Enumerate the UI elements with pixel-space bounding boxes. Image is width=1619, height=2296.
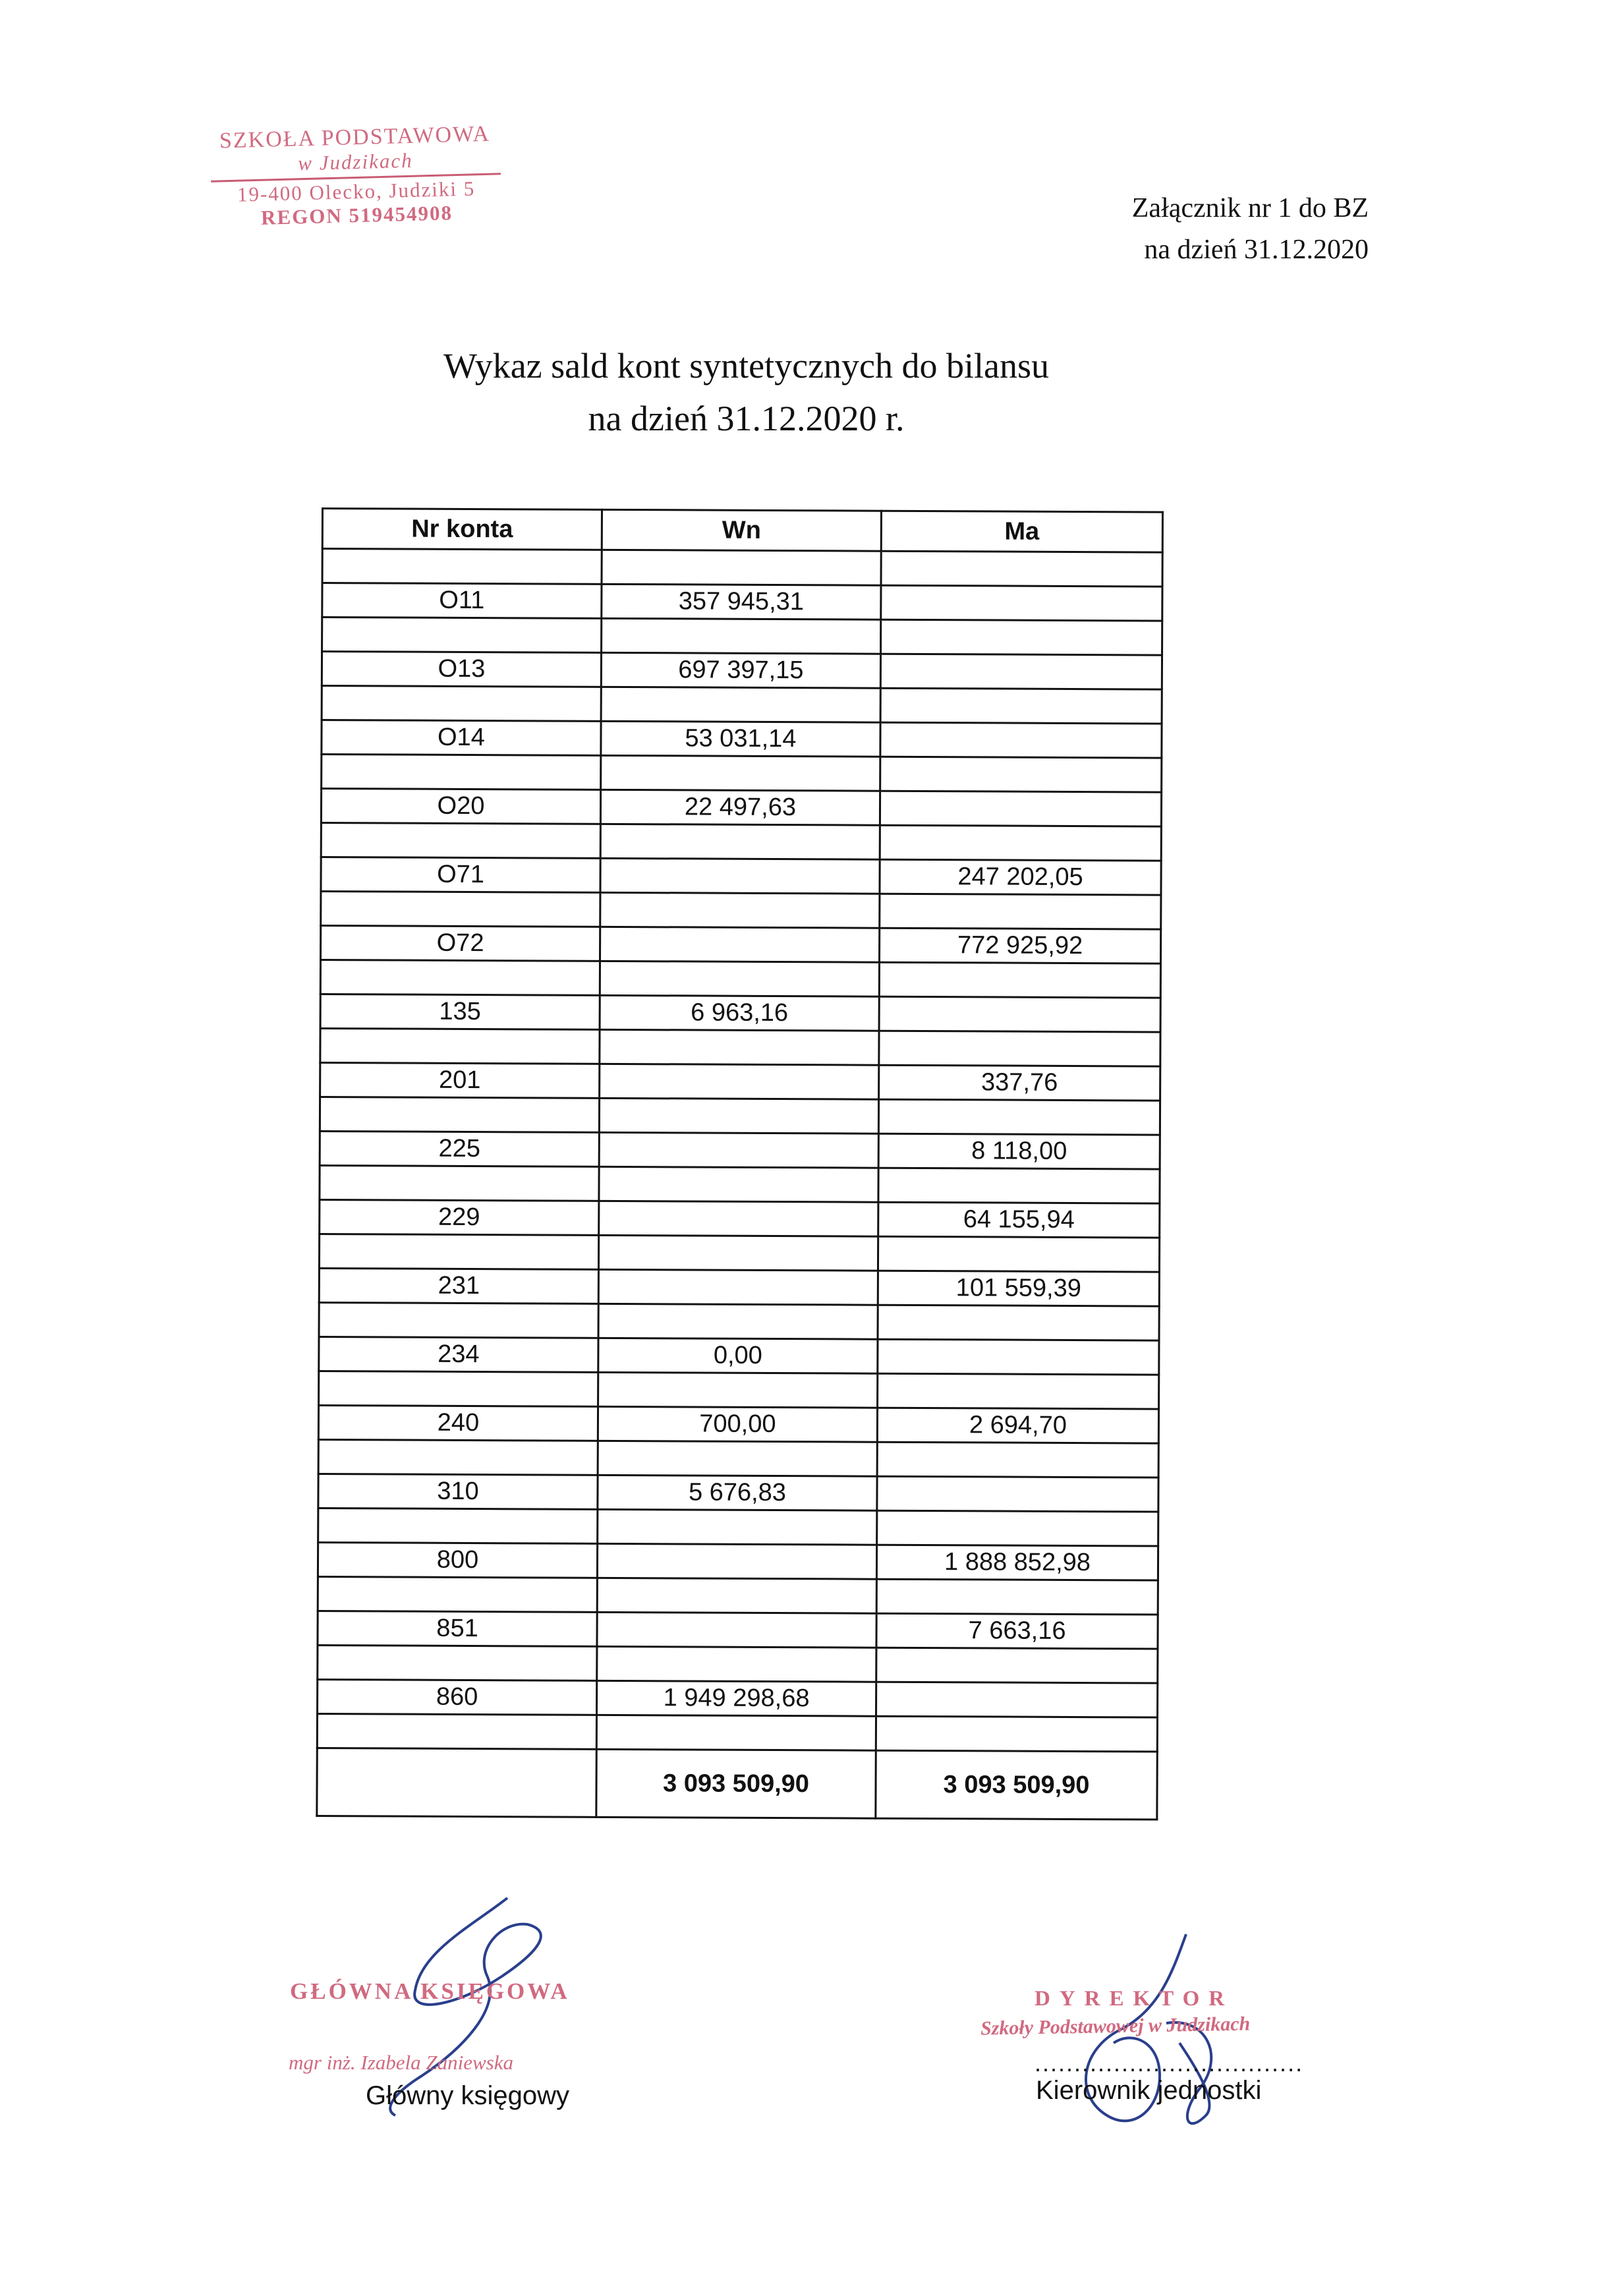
debit-cell: 697 397,15 <box>601 652 880 688</box>
empty-cell <box>878 1099 1160 1135</box>
table-row <box>321 926 1161 964</box>
account-cell: 310 <box>318 1474 598 1509</box>
table-row <box>318 1611 1158 1649</box>
spacer-row <box>318 1576 1158 1615</box>
stamp-line: REGON 519454908 <box>260 201 453 229</box>
empty-cell <box>880 894 1161 929</box>
total-debit-cell: 3 093 509,90 <box>596 1749 876 1818</box>
empty-cell <box>596 1715 876 1750</box>
empty-cell <box>600 824 880 859</box>
debit-cell <box>597 1612 876 1648</box>
credit-cell <box>876 1682 1157 1717</box>
account-cell: 240 <box>318 1405 598 1441</box>
table-row <box>321 789 1161 827</box>
credit-cell: 247 202,05 <box>880 859 1161 895</box>
credit-cell <box>880 654 1162 689</box>
account-cell: 851 <box>318 1611 597 1646</box>
empty-cell <box>320 1165 599 1201</box>
spacer-row <box>320 1165 1160 1203</box>
spacer-row <box>319 1302 1159 1340</box>
spacer-row <box>318 1508 1158 1546</box>
account-cell: 800 <box>318 1542 597 1578</box>
spacer-row <box>318 1439 1158 1478</box>
debit-cell <box>599 1201 878 1236</box>
empty-cell <box>881 619 1162 655</box>
account-cell: 234 <box>319 1336 598 1372</box>
credit-cell <box>880 791 1161 826</box>
spacer-row <box>322 617 1162 656</box>
empty-cell <box>878 1373 1159 1409</box>
debit-cell: 53 031,14 <box>601 721 880 757</box>
account-cell: O14 <box>322 720 601 756</box>
account-cell: 860 <box>318 1679 597 1715</box>
account-cell: 225 <box>320 1131 599 1166</box>
empty-cell <box>879 962 1160 998</box>
table-row <box>318 1542 1158 1580</box>
account-cell: 135 <box>320 994 600 1029</box>
title-line: Wykaz sald kont syntetycznych do bilansu <box>443 346 1050 386</box>
account-cell: 201 <box>320 1062 600 1098</box>
credit-cell: 1 888 852,98 <box>876 1545 1158 1580</box>
title-line: na dzień 31.12.2020 r. <box>588 399 905 438</box>
empty-cell <box>598 1235 878 1271</box>
empty-cell <box>602 550 881 585</box>
debit-cell: 0,00 <box>598 1338 878 1373</box>
empty-cell <box>602 618 881 654</box>
spacer-row <box>322 686 1162 724</box>
debit-cell <box>597 1543 876 1579</box>
table-header-row <box>322 509 1162 553</box>
attachment-line: na dzień 31.12.2020 <box>1144 235 1369 265</box>
table-row <box>322 720 1162 759</box>
table-row <box>319 1268 1159 1306</box>
empty-cell <box>600 961 879 996</box>
debit-cell: 1 949 298,68 <box>596 1680 876 1716</box>
empty-cell <box>881 551 1162 587</box>
account-cell: 229 <box>320 1199 599 1235</box>
spacer-row <box>321 823 1161 861</box>
empty-cell <box>597 1578 876 1613</box>
debit-cell: 700,00 <box>598 1406 877 1442</box>
empty-cell <box>320 1028 600 1064</box>
header-debit: Wn <box>602 509 881 551</box>
spacer-row <box>320 1028 1160 1066</box>
spacer-row <box>321 892 1161 930</box>
empty-cell <box>601 687 880 722</box>
empty-cell <box>317 1748 596 1817</box>
director-stamp-title: DYREKTOR <box>1035 1987 1234 2011</box>
table-row <box>321 857 1161 896</box>
debit-cell <box>600 1064 879 1099</box>
empty-cell <box>599 1166 878 1202</box>
empty-cell <box>878 1236 1159 1272</box>
table-row <box>319 1336 1159 1375</box>
empty-cell <box>320 1097 599 1132</box>
stamp-line: 19-400 Olecko, Judziki 5 <box>211 173 501 208</box>
empty-cell <box>321 892 600 927</box>
empty-cell <box>879 1031 1160 1066</box>
empty-cell <box>319 1234 598 1269</box>
empty-cell <box>599 1098 878 1134</box>
empty-cell <box>598 1509 877 1545</box>
empty-cell <box>318 1576 597 1612</box>
spacer-row <box>317 1713 1157 1752</box>
account-cell: O20 <box>321 789 600 824</box>
table-row <box>322 652 1162 690</box>
debit-cell: 6 963,16 <box>600 995 879 1031</box>
empty-cell <box>322 617 602 653</box>
empty-cell <box>321 823 600 859</box>
credit-cell: 101 559,39 <box>878 1271 1159 1306</box>
table-row <box>320 1131 1160 1169</box>
credit-cell: 772 925,92 <box>879 928 1160 963</box>
empty-cell <box>318 1508 598 1543</box>
empty-cell <box>877 1510 1158 1546</box>
account-cell: O72 <box>321 926 600 961</box>
empty-cell <box>598 1372 878 1408</box>
empty-cell <box>322 686 601 722</box>
table-row <box>318 1679 1158 1717</box>
table-row <box>318 1405 1158 1443</box>
debit-cell <box>599 1132 878 1168</box>
empty-cell <box>318 1645 597 1680</box>
empty-cell <box>322 549 602 585</box>
empty-cell <box>317 1713 596 1749</box>
attachment-line: Załącznik nr 1 do BZ <box>1131 193 1369 223</box>
total-credit-cell: 3 093 509,90 <box>876 1750 1157 1820</box>
totals-row <box>317 1748 1157 1820</box>
table-row <box>320 1199 1160 1238</box>
credit-cell <box>881 585 1162 621</box>
credit-cell <box>878 1339 1159 1375</box>
credit-cell <box>880 722 1162 758</box>
debit-cell <box>600 927 879 962</box>
empty-cell <box>876 1716 1157 1752</box>
chief-accountant-stamp-name: mgr inż. Izabela Zaniewska <box>289 2051 513 2074</box>
chief-accountant-stamp-title: GŁÓWNA KSIĘGOWA <box>290 1978 570 2004</box>
empty-cell <box>600 892 880 928</box>
credit-cell: 64 155,94 <box>878 1202 1160 1238</box>
empty-cell <box>876 1648 1158 1683</box>
empty-cell <box>598 1441 877 1476</box>
school-stamp <box>210 121 502 231</box>
debit-cell: 22 497,63 <box>600 789 880 825</box>
empty-cell <box>319 1302 598 1338</box>
document-title <box>0 339 1492 445</box>
empty-cell <box>600 1029 879 1065</box>
director-signature-line: .................................. <box>1035 2050 1304 2077</box>
empty-cell <box>880 825 1161 861</box>
table-row <box>322 583 1162 621</box>
header-credit: Ma <box>881 511 1162 552</box>
debit-cell: 5 676,83 <box>598 1475 877 1510</box>
empty-cell <box>598 1304 878 1339</box>
debit-cell <box>598 1269 878 1305</box>
empty-cell <box>322 755 601 790</box>
empty-cell <box>880 757 1162 792</box>
spacer-row <box>318 1645 1158 1683</box>
spacer-row <box>320 960 1160 998</box>
spacer-row <box>319 1371 1159 1409</box>
spacer-row <box>322 549 1162 587</box>
account-cell: O71 <box>321 857 600 893</box>
spacer-row <box>319 1234 1159 1272</box>
chief-accountant-label: Główny księgowy <box>366 2081 570 2110</box>
table-row <box>320 1062 1160 1101</box>
empty-cell <box>876 1579 1158 1615</box>
director-label: Kierownik jednostki <box>1036 2076 1262 2105</box>
director-stamp-school: Szkoły Podstawowej w Judzikach <box>980 2013 1251 2040</box>
balances-table <box>316 507 1164 1821</box>
empty-cell <box>601 755 880 791</box>
header-account: Nr konta <box>322 509 602 550</box>
empty-cell <box>597 1646 876 1682</box>
debit-cell <box>600 858 880 894</box>
debit-cell: 357 945,31 <box>602 584 881 619</box>
table-row <box>320 994 1160 1032</box>
account-cell: O13 <box>322 652 601 687</box>
empty-cell <box>880 688 1162 724</box>
credit-cell: 7 663,16 <box>876 1613 1158 1649</box>
credit-cell <box>879 996 1160 1032</box>
stamp-line: SZKOŁA PODSTAWOWA <box>219 121 491 154</box>
stamp-line: w Judzikach <box>297 148 414 175</box>
empty-cell <box>877 1442 1158 1478</box>
credit-cell: 8 118,00 <box>878 1134 1160 1169</box>
table-body <box>317 549 1162 1820</box>
spacer-row <box>322 755 1162 793</box>
account-cell: 231 <box>319 1268 598 1304</box>
empty-cell <box>878 1168 1160 1203</box>
credit-cell <box>877 1476 1158 1512</box>
spacer-row <box>320 1097 1160 1135</box>
attachment-note <box>1132 188 1369 271</box>
table-row <box>318 1474 1158 1512</box>
empty-cell <box>320 960 600 996</box>
empty-cell <box>319 1371 598 1406</box>
empty-cell <box>878 1305 1159 1340</box>
credit-cell: 337,76 <box>879 1065 1160 1101</box>
empty-cell <box>318 1439 598 1475</box>
account-cell: O11 <box>322 583 602 619</box>
credit-cell: 2 694,70 <box>877 1408 1158 1443</box>
